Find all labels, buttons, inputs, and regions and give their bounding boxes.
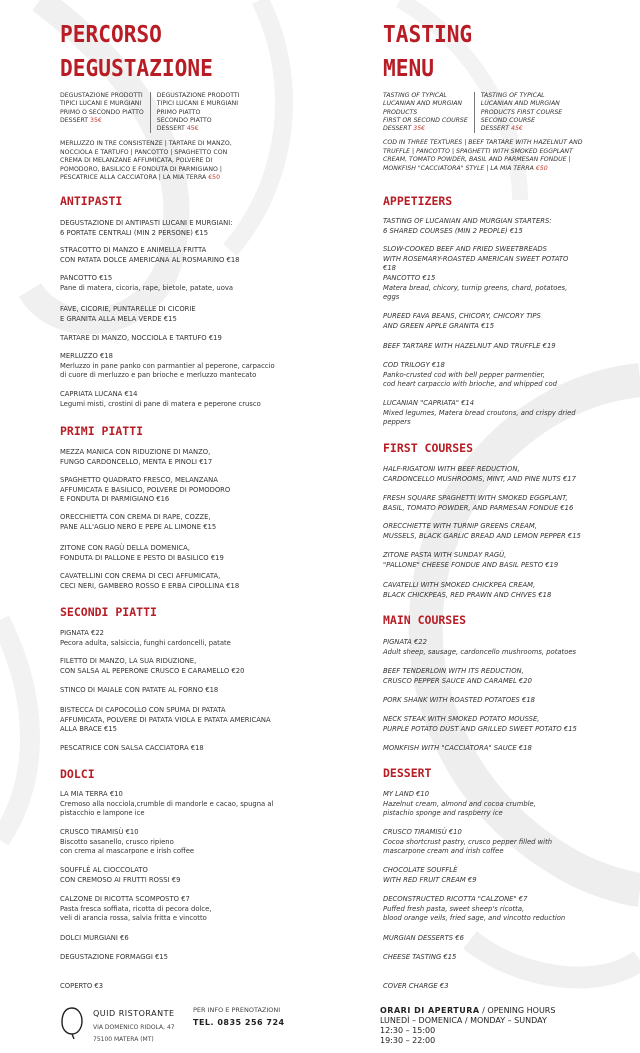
menu-item <box>383 744 532 754</box>
tasting-line: DEGUSTAZIONE PRODOTTI <box>60 92 143 99</box>
tasting-line: LUCANIAN AND MURGIAN <box>383 100 463 108</box>
tasting-line: LUCANIAN AND MURGIAN <box>480 100 560 108</box>
menu-item-name: CON PATATA DOLCE AMERICANA AL ROSMARINO €18 <box>60 255 240 264</box>
hours-dinner: 19:30 – 22:00 <box>380 1036 436 1045</box>
tasting-desc-line: TRUFFLE | PANCOTTO | SPAGHETTI WITH SMOKED EGGPLANT <box>383 147 573 155</box>
menu-item-name: SLOW-COOKED BEEF AND FRIED SWEETBREADS <box>383 245 547 253</box>
opening-hours <box>380 1006 555 1046</box>
section-title: FIRST COURSES <box>383 441 474 455</box>
section-title: ANTIPASTI <box>60 194 123 208</box>
menu-item <box>60 352 275 381</box>
italian-tasting-options <box>60 92 239 133</box>
menu-item-name: CECI NERI, GAMBERO ROSSO E ERBA CIPOLLINA €18 <box>60 581 240 590</box>
menu-item <box>60 246 240 265</box>
menu-item-name: ORECCHIETTE WITH TURNIP GREENS CREAM, <box>383 522 537 530</box>
menu-item <box>383 494 573 513</box>
menu-item-name: WITH ROSEMARY-ROASTED AMERICAN SWEET POTATO €18 <box>383 254 569 273</box>
dessert-label: DESSERT <box>480 125 510 133</box>
menu-item <box>60 953 168 963</box>
menu-item-name: CARDONCELLO MUSHROOMS, MINT, AND PINE NUTS €17 <box>383 474 576 483</box>
menu-item-name: MY LAND €10 <box>383 790 430 798</box>
menu-item-name: DOLCI MURGIANI €6 <box>60 934 129 942</box>
restaurant-name: QUID RISTORANTE <box>93 1009 175 1018</box>
menu-item <box>383 245 583 274</box>
menu-item-name: AFFUMICATA E BASILICO, POLVERE DI POMODORO <box>60 485 231 494</box>
tasting-line: SECOND COURSE <box>480 116 535 124</box>
tasting-price: 35€ <box>413 125 426 133</box>
menu-item-name: MEZZA MANICA CON RIDUZIONE DI MANZO, <box>60 448 211 456</box>
menu-item <box>383 581 551 600</box>
menu-item-description: Matera bread, chicory, turnip greens, chard, potatoes, <box>383 283 568 292</box>
menu-item-name: SPAGHETTO QUADRATO FRESCO, MELANZANA <box>60 476 218 484</box>
tasting-desc-line: POMODORO, BASILICO E FONDUTA DI PARMIGIANO | <box>60 165 222 173</box>
english-tasting-description <box>383 139 583 173</box>
dessert-label: DESSERT <box>156 125 185 133</box>
cover-charge: COPERTO €3 <box>60 982 104 990</box>
menu-item-name: FAVE, CICORIE, PUNTARELLE DI CICORIE <box>60 305 196 313</box>
menu-item-description: pistacchio e lampone ice <box>60 809 145 818</box>
menu-item <box>60 334 222 344</box>
menu-item-description: peppers <box>383 418 411 427</box>
menu-item-name: STRACOTTO DI MANZO E ANIMELLA FRITTA <box>60 246 207 254</box>
menu-item-name: PIGNATA €22 <box>383 638 427 646</box>
tasting-option-45 <box>151 92 240 133</box>
address-line: VIA DOMENICO RIDOLA, 47 <box>93 1024 175 1031</box>
menu-item <box>383 361 557 390</box>
tasting-desc-text: MONKFISH "CACCIATORA" STYLE | LA MIA TERRA <box>383 164 534 172</box>
hours-days: LUNEDÌ – DOMENICA / MONDAY – SUNDAY <box>380 1016 547 1025</box>
tasting-desc-line <box>60 174 232 183</box>
tasting-price: 45€ <box>511 125 523 133</box>
menu-item <box>383 342 556 352</box>
menu-item-name: CAVATELLINI CON CREMA DI CECI AFFUMICATA, <box>60 572 221 580</box>
menu-item-name: "PALLONE" CHEESE FONDUE AND BASIL PESTO €19 <box>383 560 559 569</box>
section-title: DOLCI <box>60 767 95 781</box>
menu-item <box>60 657 244 676</box>
menu-item-description: Hazelnut cream, almond and cocoa crumble, <box>383 799 536 808</box>
menu-item-name: LUCANIAN "CAPRIATA" €14 <box>383 399 475 407</box>
tasting-dessert-line <box>481 125 562 133</box>
menu-item-description: mascarpone cream and irish coffee <box>383 847 504 856</box>
section-title: SECONDI PIATTI <box>60 605 157 619</box>
menu-item-name: ALLA BRACE €15 <box>60 725 118 734</box>
hours-heading <box>380 1006 555 1016</box>
italian-title-line2: DEGUSTAZIONE <box>60 56 213 82</box>
menu-item-description: pistachio sponge and raspberry ice <box>383 809 503 818</box>
tasting-price: 35€ <box>90 116 102 124</box>
menu-item <box>60 706 271 735</box>
menu-item-name: PURPLE POTATO DUST AND GRILLED SWEET POTATO €15 <box>383 724 577 733</box>
tasting-desc-line: COD IN THREE TEXTURES | BEEF TARTARE WITH HAZELNUT AND <box>383 139 583 146</box>
menu-item <box>383 953 456 963</box>
section-title: MAIN COURSES <box>383 613 467 627</box>
dessert-label: DESSERT <box>383 125 412 133</box>
menu-item-name: DEGUSTAZIONE DI ANTIPASTI LUCANI E MURGIANI: <box>60 219 233 227</box>
menu-item <box>60 866 180 885</box>
menu-item-description: Pecora adulta, salsiccia, funghi cardoncelli, patate <box>60 638 231 647</box>
menu-item-name: CRUSCO TIRAMISÙ €10 <box>60 828 139 836</box>
english-title-line2: MENU <box>383 56 434 82</box>
menu-item-name: PIGNATA €22 <box>60 629 104 637</box>
tasting-option-35 <box>383 92 475 133</box>
hours-lunch: 12:30 – 15:00 <box>380 1026 436 1035</box>
menu-item-name: CAVATELLI WITH SMOKED CHICKPEA CREAM, <box>383 581 536 589</box>
tasting-price: €50 <box>208 174 221 182</box>
menu-item-description: Adult sheep, sausage, cardoncello mushrooms, potatoes <box>383 647 577 656</box>
tasting-dessert-line <box>383 125 468 133</box>
dessert-label: DESSERT <box>60 116 89 124</box>
tasting-desc-line: MERLUZZO IN TRE CONSISTENZE | TARTARE DI MANZO, <box>60 140 232 147</box>
menu-item-name: BEEF TENDERLOIN WITH ITS REDUCTION, <box>383 667 524 675</box>
menu-item-description: Mixed legumes, Matera bread croutons, and crispy dried <box>383 408 576 417</box>
english-tasting-options <box>383 92 562 133</box>
menu-item-description: con crema al mascarpone e irish coffee <box>60 847 195 856</box>
menu-item <box>383 638 576 657</box>
menu-item <box>383 934 464 944</box>
menu-item-name: CRUSCO PEPPER SAUCE AND CARAMEL €20 <box>383 676 532 685</box>
quid-logo-icon <box>60 1006 84 1040</box>
menu-item <box>383 274 567 303</box>
menu-item-name: AND GREEN APPLE GRANITA €15 <box>383 321 495 330</box>
menu-item-description: Biscotto sasanello, crusco ripieno <box>60 837 174 846</box>
italian-tasting-description <box>60 140 232 183</box>
english-title <box>383 18 472 86</box>
menu-item <box>60 790 273 819</box>
tasting-price: 45€ <box>186 125 199 133</box>
menu-item-name: LA MIA TERRA €10 <box>60 790 123 798</box>
tasting-price: €50 <box>535 164 548 172</box>
menu-item-name: ORECCHIETTA CON CREMA DI RAPE, COZZE, <box>60 513 211 521</box>
menu-item-name: WITH RED FRUIT CREAM €9 <box>383 875 477 884</box>
tasting-option-35 <box>60 92 151 133</box>
menu-item-name: CHEESE TASTING €15 <box>383 953 457 961</box>
tasting-desc-line: CREAM, TOMATO POWDER, BASIL AND PARMESAN FONDUE | <box>383 156 571 164</box>
menu-item-name: CAPRIATA LUCANA €14 <box>60 390 138 398</box>
menu-item-name: CON SALSA AL PEPERONE CRUSCO E CARAMELLO €20 <box>60 666 245 675</box>
menu-item-name: DEGUSTAZIONE FORMAGGI €15 <box>60 953 168 961</box>
menu-item-name: NECK STEAK WITH SMOKED POTATO MOUSSE, <box>383 715 540 723</box>
menu-item <box>383 790 536 819</box>
menu-item <box>383 715 577 734</box>
menu-item-description: Panko-crusted cod with bell pepper parmentier, <box>383 370 545 379</box>
menu-item-name: CON CREMOSO AI FRUTTI ROSSI €9 <box>60 875 181 884</box>
italian-title-line1: PERCORSO <box>60 22 162 48</box>
menu-item-description: Puffed fresh pasta, sweet sheep's ricotta, <box>383 904 525 913</box>
menu-item <box>60 219 233 238</box>
menu-item-description: Pane di matera, cicoria, rape, bietole, patate, uova <box>60 283 234 292</box>
menu-item-description: Merluzzo in pane panko con parmantier al peperone, carpaccio <box>60 361 275 370</box>
menu-item <box>60 476 230 505</box>
tasting-line: PRODUCTS FIRST COURSE <box>480 108 563 116</box>
menu-item <box>383 551 558 570</box>
address-line: 75100 MATERA (MT) <box>93 1036 154 1043</box>
menu-item-description: Pasta fresca soffiata, ricotta di pecora dolce, <box>60 904 212 913</box>
tasting-desc-text: PESCATRICE ALLA CACCIATORA | LA MIA TERRA <box>60 174 207 182</box>
menu-item-name: CALZONE DI RICOTTA SCOMPOSTO €7 <box>60 895 190 903</box>
menu-item-name: BEEF TARTARE WITH HAZELNUT AND TRUFFLE €19 <box>383 342 556 350</box>
section-title: PRIMI PIATTI <box>60 424 144 438</box>
menu-item-name: STINCO DI MAIALE CON PATATE AL FORNO €18 <box>60 686 219 694</box>
menu-item <box>60 390 261 409</box>
menu-item <box>60 544 224 563</box>
tasting-dessert-line <box>60 117 144 125</box>
menu-item <box>383 522 581 541</box>
tasting-line: DEGUSTAZIONE PRODOTTI <box>156 92 240 99</box>
menu-item-name: PORK SHANK WITH ROASTED POTATOES €18 <box>383 696 535 704</box>
tasting-line: TASTING OF TYPICAL <box>383 92 447 99</box>
menu-item <box>383 399 576 428</box>
menu-item-name: CHOCOLATE SOUFFLÈ <box>383 866 458 874</box>
menu-item-name: MONKFISH WITH "CACCIATORA" SAUCE €18 <box>383 744 532 752</box>
menu-item <box>60 305 196 324</box>
phone-number[interactable]: TEL. 0835 256 724 <box>193 1018 285 1027</box>
menu-item <box>383 895 565 924</box>
menu-item <box>60 629 231 648</box>
menu-item <box>383 667 532 686</box>
tasting-line: TASTING OF TYPICAL <box>480 92 545 99</box>
menu-item-name: BLACK CHICKPEAS, RED PRAWN AND CHIVES €18 <box>383 590 552 599</box>
menu-item <box>60 448 212 467</box>
tasting-desc-line: CREMA DI MELANZANE AFFUMICATA, POLVERE DI <box>60 157 213 165</box>
italian-title <box>60 18 213 86</box>
section-title: DESSERT <box>383 766 432 780</box>
tasting-line: SECONDO PIATTO <box>156 116 212 124</box>
menu-item-name: MUSSELS, BLACK GARLIC BREAD AND LEMON PEPPER €15 <box>383 531 581 540</box>
menu-item-name: MURGIAN DESSERTS €6 <box>383 934 464 942</box>
menu-item <box>60 828 194 857</box>
menu-item-name: AFFUMICATA, POLVERE DI PATATA VIOLA E PATATA AMERICANA <box>60 715 271 724</box>
menu-item <box>383 465 576 484</box>
menu-item-description: di cuore di merluzzo e pan brioche e merluzzo mantecato <box>60 371 257 380</box>
cover-charge: COVER CHARGE €3 <box>383 982 449 990</box>
menu-item <box>60 934 129 944</box>
menu-item-name: BISTECCA DI CAPOCOLLO CON SPUMA DI PATATA <box>60 706 226 714</box>
menu-item <box>60 744 204 754</box>
menu-item-description: blood orange veils, fried sage, and vincotto reduction <box>383 914 566 923</box>
menu-item-name: E FONDUTA DI PARMIGIANO €16 <box>60 495 170 504</box>
menu-item-name: HALF-RIGATONI WITH BEEF REDUCTION, <box>383 465 520 473</box>
english-title-line1: TASTING <box>383 22 473 48</box>
menu-item <box>383 828 552 857</box>
menu-item <box>60 572 239 591</box>
menu-item-name: PANCOTTO €15 <box>60 274 113 282</box>
menu-item <box>383 696 535 706</box>
tasting-desc-line <box>383 165 583 174</box>
menu-item-name: 6 SHARED COURSES (MIN 2 PEOPLE) €15 <box>383 226 523 235</box>
menu-item-name: FUNGO CARDONCELLO, MENTA E PINOLI €17 <box>60 457 213 466</box>
menu-item-name: E GRANITA ALLA MELA VERDE €15 <box>60 314 177 323</box>
tasting-line: FIRST OR SECOND COURSE <box>383 116 468 124</box>
tasting-option-45 <box>475 92 562 133</box>
menu-item-name: 6 PORTATE CENTRALI (MIN 2 PERSONE) €15 <box>60 228 209 237</box>
section-title: APPETIZERS <box>383 194 453 208</box>
menu-item-description: Cremoso alla nocciola,crumble di mandorle e cacao, spugna al <box>60 799 274 808</box>
menu-item <box>60 686 218 696</box>
tasting-line: PRODUCTS <box>383 108 418 116</box>
tasting-line: TIPICI LUCANI E MURGIANI <box>156 100 239 108</box>
menu-item-name: TASTING OF LUCANIAN AND MURGIAN STARTERS: <box>383 217 552 225</box>
tasting-line: PRIMO PIATTO <box>156 108 201 116</box>
hours-subtitle: / OPENING HOURS <box>479 1006 556 1015</box>
menu-item <box>60 274 233 293</box>
menu-item-name: PUREED FAVA BEANS, CHICORY, CHICORY TIPS <box>383 312 541 320</box>
menu-item-name: DECONSTRUCTED RICOTTA "CALZONE" €7 <box>383 895 528 903</box>
info-label: PER INFO E PRENOTAZIONI <box>193 1006 281 1014</box>
menu-item-name: PANE ALL'AGLIO NERO E PEPE AL LIMONE €15 <box>60 522 217 531</box>
hours-title: ORARI DI APERTURA <box>380 1006 480 1015</box>
menu-item-name: ZITONE PASTA WITH SUNDAY RAGÙ, <box>383 551 507 559</box>
menu-item <box>60 895 211 924</box>
menu-item-description: cod heart carpaccio with brioche, and whipped cod <box>383 380 557 389</box>
menu-item <box>383 312 541 331</box>
menu-item-description: Legumi misti, crostini di pane di matera e peperone crusco <box>60 399 261 408</box>
menu-item-name: FRESH SQUARE SPAGHETTI WITH SMOKED EGGPLANT, <box>383 494 568 502</box>
menu-item-name: ZITONE CON RAGÙ DELLA DOMENICA, <box>60 544 190 552</box>
menu-item-name: PESCATRICE CON SALSA CACCIATORA €18 <box>60 744 204 752</box>
restaurant-address <box>93 1022 175 1046</box>
menu-item-name: PANCOTTO €15 <box>383 274 436 282</box>
menu-item-name: SOUFFLÈ AL CIOCCOLATO <box>60 866 148 874</box>
menu-item <box>60 513 216 532</box>
menu-item-name: MERLUZZO €18 <box>60 352 113 360</box>
menu-item-description: eggs <box>383 293 400 302</box>
menu-item-name: FILETTO DI MANZO, LA SUA RIDUZIONE, <box>60 657 197 665</box>
menu-item-name: FONDUTA DI PALLONE E PESTO DI BASILICO €19 <box>60 553 224 562</box>
tasting-line: TIPICI LUCANI E MURGIANI <box>60 100 142 108</box>
tasting-line: PRIMO O SECONDO PIATTO <box>60 108 144 116</box>
menu-item-name: CRUSCO TIRAMISÙ €10 <box>383 828 462 836</box>
tasting-desc-line: NOCCIOLA E TARTUFO | PANCOTTO | SPAGHETTO CON <box>60 148 228 156</box>
menu-item-description: veli di arancia rossa, salvia fritta e vincotto <box>60 914 207 923</box>
menu-item <box>383 217 552 236</box>
menu-item-name: TARTARE DI MANZO, NOCCIOLA E TARTUFO €19 <box>60 334 222 342</box>
tasting-dessert-line <box>157 125 240 133</box>
menu-item-description: Cocoa shortcrust pastry, crusco pepper filled with <box>383 837 553 846</box>
menu-item-name: BASIL, TOMATO POWDER, AND PARMESAN FONDUE €16 <box>383 503 574 512</box>
menu-item-name: COD TRILOGY €18 <box>383 361 445 369</box>
menu-item <box>383 866 477 885</box>
